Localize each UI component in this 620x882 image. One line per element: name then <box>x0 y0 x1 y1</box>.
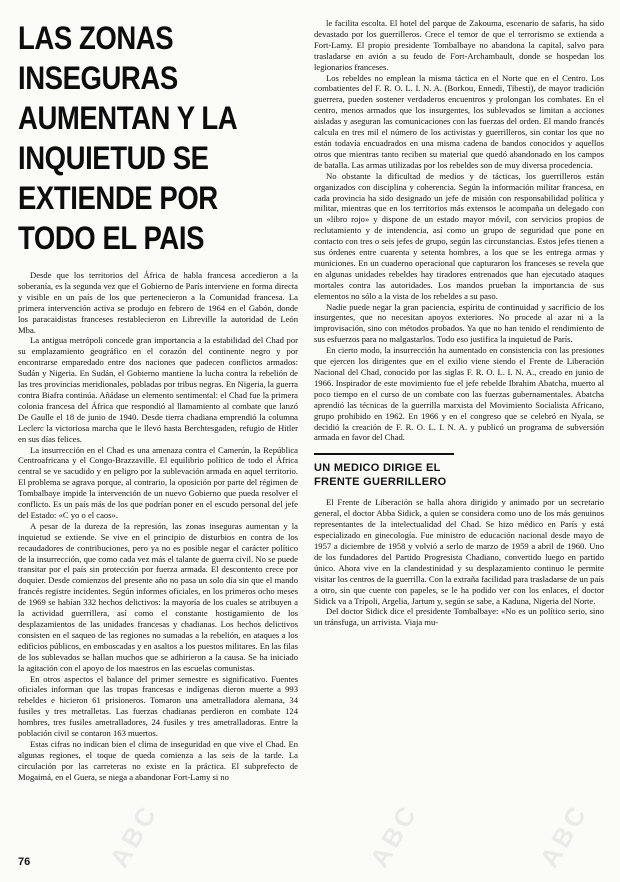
sidebar-article-body <box>314 497 604 628</box>
paragraph: En cierto modo, la insurrección ha aumentado en consistencia con las presiones que ejercen los dirigentes que en el exilio viene siendo el Frente de Liberación Nacional del Chad, conocido por las siglas F. R. O. L. I. N. A., creado en junio de 1966. Inspirador de este movimiento fue el jefe rebelde Ibrahim Abatcha, muerto al poco tiempo en el curso de un combate con las fuerzas gubernamentales. Abatcha aprendió las técnicas de la guerrilla marxista del Movimiento Socialista Africano, grupo prohibido en 1962. En 1966 y en el congreso que se celebró en Nyala, se decidió la creación de F. R. O. L. I. N. A. y publicó un programa de subversión armada en favor del Chad. <box>314 345 604 443</box>
left-column <box>18 18 298 783</box>
paragraph: La antigua metrópoli concede gran importancia a la estabilidad del Chad por su emplazamiento geográfico en el corazón del continente negro y por encontrarse emparedado entre dos naciones que padecen conflictos armados: Sudán y Nigeria. En Sudán, el Gobierno mantiene la lucha contra la rebelión de las tres provincias meridionales, pobladas por tribus negras. En Nigeria, la guerra contra Biafra continúa. Añádase un elemento sentimental: el Chad fue la primera colonia francesa del África que respondió al llamamiento al combate que lanzó De Gaulle el 18 de junio de 1940. Desde tierra chadiana emprendió la columna Leclerc la victoriosa marcha que le llevó hasta Berchtesgaden, refugio de Hitler en sus días felices. <box>18 335 298 444</box>
paragraph: Los rebeldes no emplean la misma táctica en el Norte que en el Centro. Los combatientes del F. R. O. L. I. N. A. (Borkou, Ennedi, Tibesti), de mayor tradición guerrera, pueden sostener verdaderos encuentros y prolongan los combates. En el centro, menos armados que los insurgentes, los sublevados se limitan a acciones aisladas y aseguran las comunicaciones con las fuerzas del orden. El mando francés calcula en tres mil el número de los activistas y guerrilleros, sin contar los que no están todavía encuadrados en una misma cadena de bandos conocidos y aquellos otros que mientras tanto reciben su material que quedó abandonado en los campos de batalla. Las armas utilizadas por los rebeldes son de muy diversa procedencia. <box>314 72 604 170</box>
watermark-graphic: ABC <box>103 798 164 873</box>
subheading-title: UN MEDICO DIRIGE EL FRENTE GUERRILLERO <box>314 462 447 489</box>
paragraph: Nadie puede negar la gran paciencia, espíritu de continuidad y sacrificio de los insurgentes, que no necesitan apoyos exteriores. No procede al azar ni a la improvisación, sino con métodos probados. Ya que no han tenido el rendimiento de sus esfuerzos para no malgastarlos. Todo eso justifica la inquietud de París. <box>314 301 604 345</box>
page-number: 76 <box>18 856 31 868</box>
sidebar-subheading <box>314 453 454 489</box>
paragraph: Desde que los territorios del África de habla francesa accedieron a la soberanía, es la segunda vez que el Gobierno de París interviene en forma directa y visible en un país de los que pertenecieron a la Comunidad francesa. La primera intervención activa se produjo en febrero de 1964 en el Gabón, donde los paracaidistas franceses restablecieron en Libreville la autoridad de León Mba. <box>18 270 298 335</box>
left-article-body <box>18 270 298 783</box>
paragraph: Del doctor Sidick dice el presidente Tombalbaye: «No es un político serio, sino un tránsfuga, un arrivista. Viaja mu- <box>314 606 604 628</box>
paragraph: No obstante la dificultad de medios y de tácticas, los guerrilleros están organizados con disciplina y coherencia. Según la información militar francesa, en cada provincia ha sido designado un jefe de misión con responsabilidad política y militar, mientras que en los territorios más extensos le acompaña un delegado con un «libro rojo» y dispone de un estado mayor móvil, con servicios propios de reclutamiento y de intendencia, así como un grupo de seguridad que pone en contacto con tres o seis jefes de grupo, según las circunstancias. Estos jefes tienen a sus órdenes entre cuarenta y setenta hombres, a los que se les entrega armas y municiones. En un cuaderno operacional que capturaron los franceses se revela que en algunas unidades rebeldes hay tiradores entrenados que han ejecutado ataques mortales contra las autoridades. Los mandos prueban la importancia de sus elementos no sólo a la vista de los rebeldes a su paso. <box>314 170 604 301</box>
paragraph: La insurrección en el Chad es una amenaza contra el Camerún, la República Centroafricana y el Congo-Brazzaville. El equilibrio político de todo el África central se ve sacudido y en peligro por la sublevación armada en aquel territorio. El problema se agrava porque, al contrario, la oposición por parte del régimen de Tombalbaye impide la intervención de un nuevo Gobierno que pueda resolver el conflicto. Es un país más de los que podrían poner en el escudo personal del jefe del Estado: «C yo o el caos». <box>18 444 298 520</box>
paragraph: A pesar de la dureza de la represión, las zonas inseguras aumentan y la inquietud se extiende. Se vive en el principio de disturbios en contra de los recaudadores de contribuciones, pero ya no es posible negar el carácter político de la insurrección, que como cada vez más el talante de guerra civil. No se puede transitar por el país sin protección por fuerza armada. El descontento crece por doquier. Desde comienzos del presente año no pasa un solo día sin que el mando francés registre incidentes. Según informes oficiales, en los primeros ocho meses de 1969 se habían 332 hechos delictivos: la mayoría de los cuales se atribuyen a la actividad guerrillera, así como el constante hostigamiento de los desplazamientos de las unidades francesas y chadianas. Los hechos delictivos consisten en el saqueo de las regiones no sumadas a la rebelión, en ataques a los edificios públicos, en emboscadas y en asaltos a los puestos militares. En las filas de los sublevados se hallan muchos que se adhirieron a la causa. Se ha iniciado la agitación con el apoyo de los maestros en las escuelas comunistas. <box>18 520 298 673</box>
paragraph: Estas cifras no indican bien el clima de inseguridad en que vive el Chad. En algunas regiones, el toque de queda comienza a las seis de la tarde. La circulación por las carreteras no existe en la práctica. El subprefecto de Mogaimá, en el Guera, se niega a abandonar Fort-Lamy si no <box>18 738 298 782</box>
watermark-graphic: ABC <box>533 798 594 873</box>
right-article-body <box>314 18 604 443</box>
right-column <box>314 18 604 628</box>
paragraph: En otros aspectos el balance del primer semestre es significativo. Fuentes oficiales informan que las tropas francesas e indígenas dieron muerte a 993 rebeldes e hicieron 61 prisioneros. Tomaron una ametralladora alemana, 34 fusiles y tres metralletas. Las fuerzas chadianas perdieron en combate 124 hombres, tres fusiles ametralladores, 24 fusiles y tres ametralladoras. Entre la población civil se contaron 163 muertos. <box>18 673 298 739</box>
headline: LAS ZONAS INSEGURAS AUMENTAN Y LA INQUIETUD SE EXTIENDE POR TODO EL PAIS <box>18 20 237 256</box>
paragraph: le facilita escolta. El hotel del parque de Zakouma, escenario de safaris, ha sido devastado por los guerrilleros. Crece el temor de que el terrorismo se extienda a Fort-Lamy. El propio presidente Tombalbaye no abandona la capital, salvo para trasladarse en avión a su feudo de Fort-Archambault, donde se hospedan los legionarios franceses. <box>314 18 604 72</box>
watermark-graphic: ABC <box>363 798 424 873</box>
paragraph: El Frente de Liberación se halla ahora dirigido y animado por un secretario general, el doctor Abba Sidick, a quien se considera como uno de los más genuinos representantes de la intelectualidad del Chad. Se hizo médico en París y está especializado en ginecología. Fue ministro de educación nacional desde mayo de 1957 a diciembre de 1958 y volvió a serlo de marzo de 1959 a abril de 1960. Uno de los fundadores del Partido Progresista Chadiano, convertido luego en partido único. Ahora vive en la clandestinidad y su desplazamiento continuo le permite visitar los centros de la guerrilla. Con la extraña facilidad para trasladarse de un país a otro, sin que cuente con papeles, se le ha podido ver con los enlaces, el doctor Sidick va a Trípoli, Argelia, Jartum y, según se sabe, a Kaduna, Nigeria del Norte. <box>314 497 604 606</box>
